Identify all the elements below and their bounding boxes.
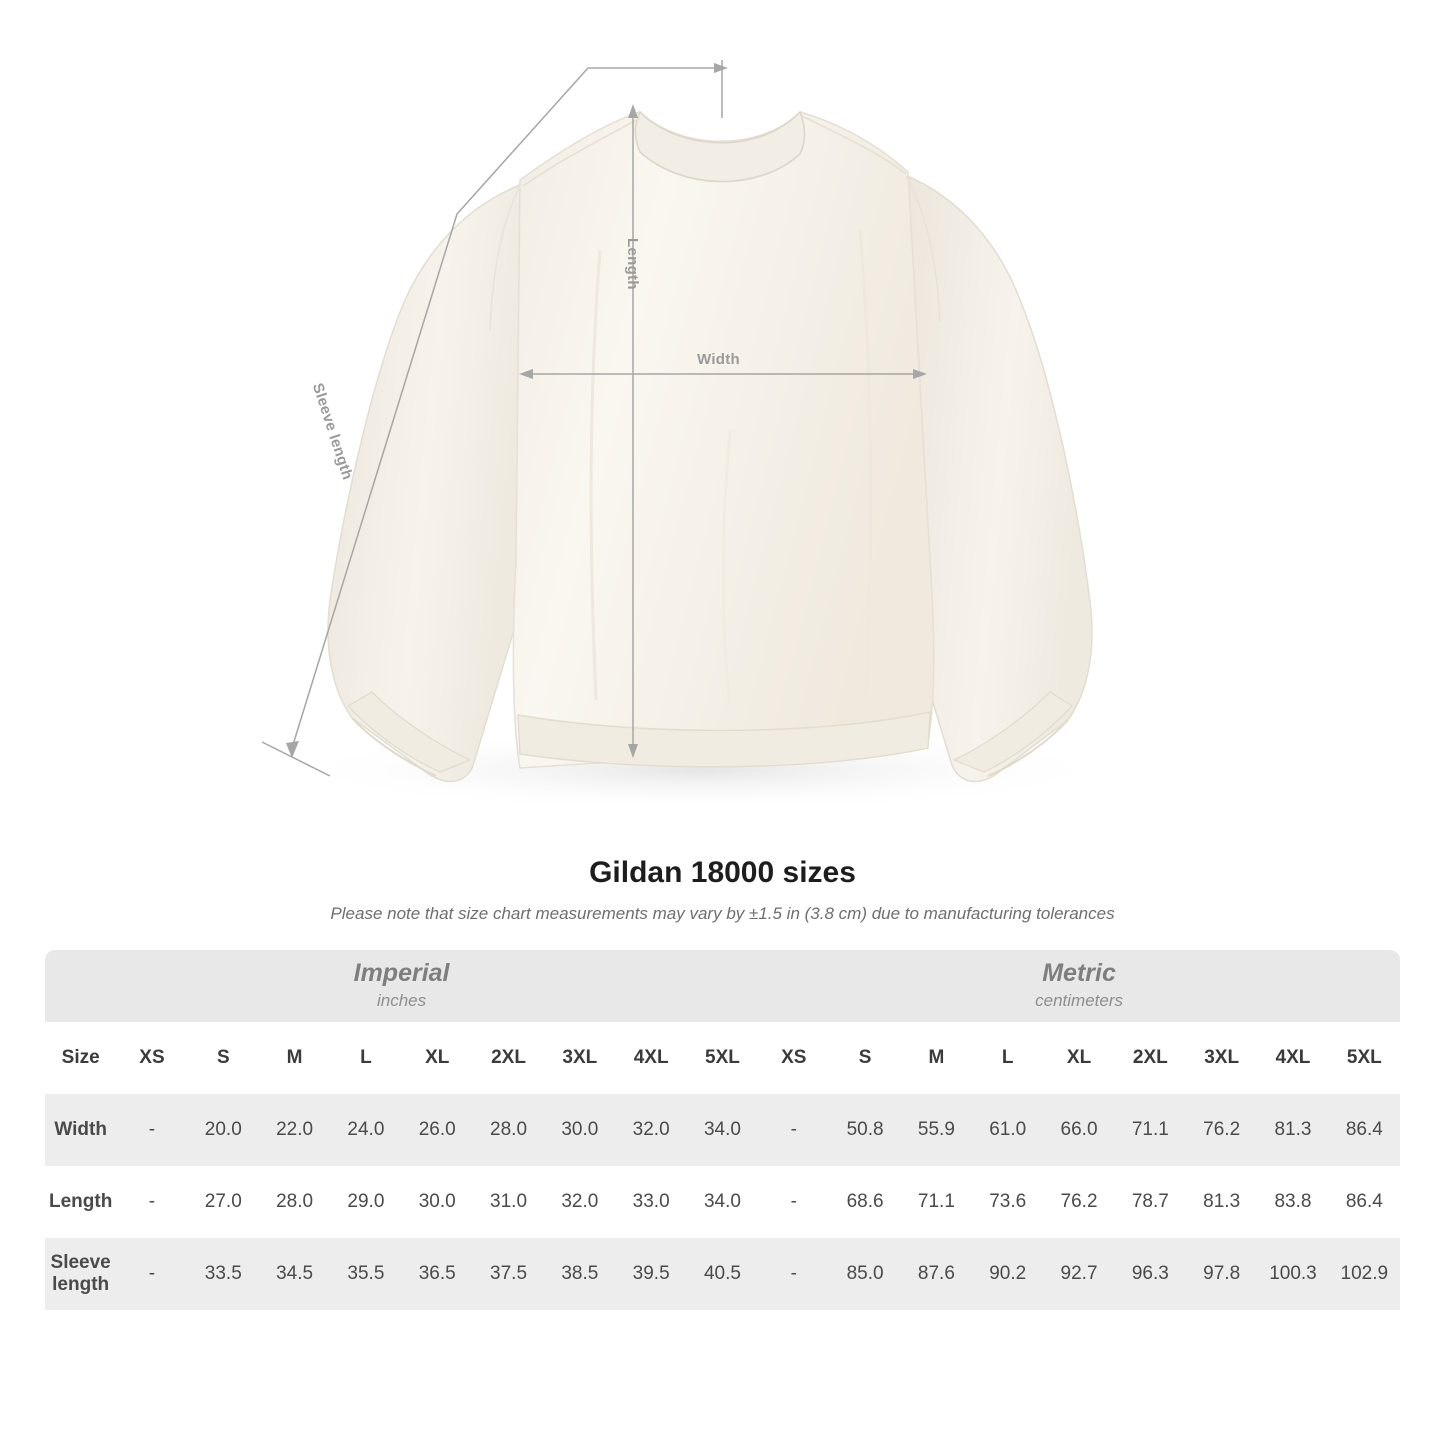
cell-width-metric-3xl: 76.2 [1186, 1094, 1257, 1166]
row-label-sleeve-length: Sleeve length [45, 1238, 116, 1310]
col-header-metric-5xl: 5XL [1329, 1022, 1400, 1094]
col-header-imperial-4xl: 4XL [616, 1022, 687, 1094]
cell-sleeve-metric-m: 87.6 [901, 1238, 972, 1310]
cell-sleeve-metric-4xl: 100.3 [1257, 1238, 1328, 1310]
cell-sleeve-metric-l: 90.2 [972, 1238, 1043, 1310]
col-header-imperial-2xl: 2XL [473, 1022, 544, 1094]
cell-width-imperial-m: 22.0 [259, 1094, 330, 1166]
col-header-metric-3xl: 3XL [1186, 1022, 1257, 1094]
cell-width-imperial-s: 20.0 [188, 1094, 259, 1166]
size-chart-table [45, 950, 1400, 1310]
cell-length-imperial-xl: 30.0 [402, 1166, 473, 1238]
col-header-imperial-s: S [188, 1022, 259, 1094]
cell-width-metric-5xl: 86.4 [1329, 1094, 1400, 1166]
cell-width-metric-4xl: 81.3 [1257, 1094, 1328, 1166]
cell-width-imperial-5xl: 34.0 [687, 1094, 758, 1166]
cell-length-metric-2xl: 78.7 [1115, 1166, 1186, 1238]
cell-width-metric-xs: - [758, 1094, 829, 1166]
col-header-imperial-xl: XL [402, 1022, 473, 1094]
cell-length-imperial-m: 28.0 [259, 1166, 330, 1238]
cell-length-imperial-xs: - [116, 1166, 187, 1238]
unit-header-row [45, 950, 1400, 1022]
metric-unit-name: Metric [1042, 958, 1116, 987]
size-header-row [45, 1022, 1400, 1094]
cell-width-metric-xl: 66.0 [1043, 1094, 1114, 1166]
table-row [45, 1094, 1400, 1166]
cell-length-imperial-5xl: 34.0 [687, 1166, 758, 1238]
col-header-imperial-xs: XS [116, 1022, 187, 1094]
cell-length-metric-5xl: 86.4 [1329, 1166, 1400, 1238]
col-header-imperial-l: L [330, 1022, 401, 1094]
cell-length-metric-m: 71.1 [901, 1166, 972, 1238]
cell-length-metric-xl: 76.2 [1043, 1166, 1114, 1238]
cell-sleeve-imperial-s: 33.5 [188, 1238, 259, 1310]
cell-length-imperial-l: 29.0 [330, 1166, 401, 1238]
row-label-length: Length [45, 1166, 116, 1238]
cell-sleeve-imperial-3xl: 38.5 [544, 1238, 615, 1310]
width-dimension-label: Width [697, 351, 741, 368]
metric-unit-header [758, 950, 1400, 1022]
cell-width-imperial-xl: 26.0 [402, 1094, 473, 1166]
cell-sleeve-imperial-xs: - [116, 1238, 187, 1310]
cell-length-metric-s: 68.6 [829, 1166, 900, 1238]
length-dimension-label: Length [624, 238, 641, 290]
cell-length-metric-xs: - [758, 1166, 829, 1238]
cell-sleeve-metric-3xl: 97.8 [1186, 1238, 1257, 1310]
size-row-header: Size [45, 1022, 116, 1094]
cell-width-imperial-3xl: 30.0 [544, 1094, 615, 1166]
cell-length-metric-4xl: 83.8 [1257, 1166, 1328, 1238]
col-header-metric-xs: XS [758, 1022, 829, 1094]
col-header-metric-4xl: 4XL [1257, 1022, 1328, 1094]
cell-sleeve-metric-xs: - [758, 1238, 829, 1310]
cell-sleeve-metric-s: 85.0 [829, 1238, 900, 1310]
imperial-unit-sub: inches [376, 990, 427, 1010]
col-header-metric-xl: XL [1043, 1022, 1114, 1094]
cell-width-imperial-l: 24.0 [330, 1094, 401, 1166]
table-row [45, 1238, 1400, 1310]
col-header-imperial-m: M [259, 1022, 330, 1094]
cell-sleeve-imperial-l: 35.5 [330, 1238, 401, 1310]
page-title: Gildan 18000 sizes [589, 856, 856, 889]
cell-width-metric-l: 61.0 [972, 1094, 1043, 1166]
cell-sleeve-imperial-2xl: 37.5 [473, 1238, 544, 1310]
col-header-metric-l: L [972, 1022, 1043, 1094]
col-header-metric-m: M [901, 1022, 972, 1094]
cell-width-imperial-xs: - [116, 1094, 187, 1166]
col-header-metric-2xl: 2XL [1115, 1022, 1186, 1094]
col-header-metric-s: S [829, 1022, 900, 1094]
table-row [45, 1166, 1400, 1238]
title-block [0, 856, 1445, 924]
sleeve-length-dimension-label: Sleeve length [308, 381, 357, 482]
metric-unit-sub: centimeters [1035, 990, 1123, 1010]
col-header-imperial-3xl: 3XL [544, 1022, 615, 1094]
cell-sleeve-imperial-xl: 36.5 [402, 1238, 473, 1310]
cell-width-imperial-4xl: 32.0 [616, 1094, 687, 1166]
cell-sleeve-imperial-4xl: 39.5 [616, 1238, 687, 1310]
cell-sleeve-metric-xl: 92.7 [1043, 1238, 1114, 1310]
row-label-width: Width [45, 1094, 116, 1166]
imperial-unit-name: Imperial [353, 958, 450, 987]
col-header-imperial-5xl: 5XL [687, 1022, 758, 1094]
cell-length-metric-l: 73.6 [972, 1166, 1043, 1238]
cell-width-imperial-2xl: 28.0 [473, 1094, 544, 1166]
cell-width-metric-m: 55.9 [901, 1094, 972, 1166]
cell-length-imperial-3xl: 32.0 [544, 1166, 615, 1238]
cell-length-imperial-2xl: 31.0 [473, 1166, 544, 1238]
cell-length-imperial-4xl: 33.0 [616, 1166, 687, 1238]
cell-length-metric-3xl: 81.3 [1186, 1166, 1257, 1238]
tolerance-note: Please note that size chart measurements may vary by ±1.5 in (3.8 cm) due to manufacturing tolerances [330, 904, 1115, 923]
cell-width-metric-2xl: 71.1 [1115, 1094, 1186, 1166]
imperial-unit-header [45, 950, 758, 1022]
cell-sleeve-metric-2xl: 96.3 [1115, 1238, 1186, 1310]
cell-length-imperial-s: 27.0 [188, 1166, 259, 1238]
cell-sleeve-metric-5xl: 102.9 [1329, 1238, 1400, 1310]
cell-sleeve-imperial-5xl: 40.5 [687, 1238, 758, 1310]
cell-width-metric-s: 50.8 [829, 1094, 900, 1166]
cell-sleeve-imperial-m: 34.5 [259, 1238, 330, 1310]
size-chart-table-wrap [0, 950, 1445, 1310]
